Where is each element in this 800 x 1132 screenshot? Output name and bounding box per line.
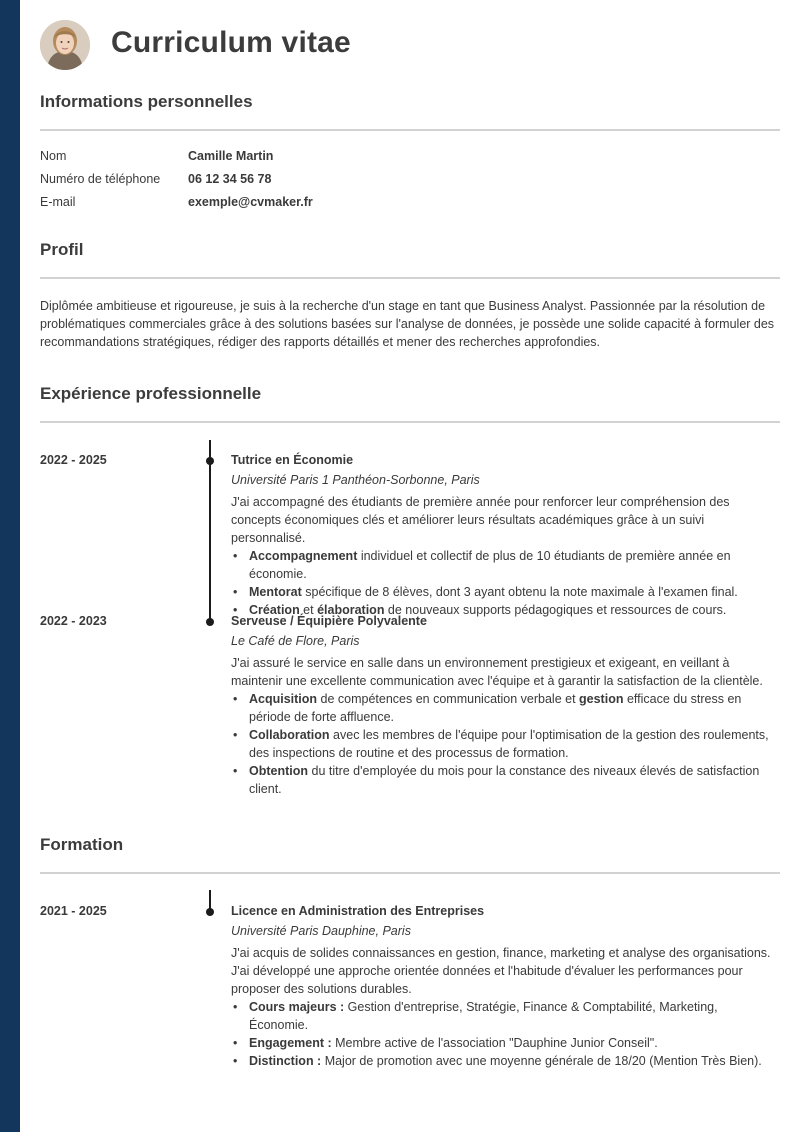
profile-text: Diplômée ambitieuse et rigoureuse, je suis à la recherche d'un stage en tant que Business Analyst. Passionnée par la résolution de problématiques commerciales grâce à des solutions basées sur l'analyse de données, je possède une solide capacité à formuler des recommandations stratégiques, rédiger des rapports détaillés et mener des recherches approfondies. xyxy=(40,299,775,349)
info-value-phone: 06 12 34 56 78 xyxy=(188,172,272,186)
bullet-text: avec les membres de l'équipe pour l'optimisation de la gestion des roulements, des inspections de routine et des processus de formation. xyxy=(249,728,769,760)
bullet-text: Membre active de l'association "Dauphine Junior Conseil". xyxy=(331,1036,658,1050)
entry-date: 2022 - 2023 xyxy=(40,614,107,628)
list-item xyxy=(231,583,780,601)
entry-body xyxy=(231,451,780,619)
education-section xyxy=(40,835,780,874)
entry-body xyxy=(231,612,780,798)
bullet-text: individuel et collectif de plus de 10 étudiants de première année en économie. xyxy=(249,549,731,581)
info-value-email: exemple@cvmaker.fr xyxy=(188,195,313,209)
bullet-keyword: Engagement : xyxy=(249,1036,332,1050)
entry-organization: Le Café de Flore, Paris xyxy=(231,634,360,648)
bullet-keyword: Collaboration xyxy=(249,728,330,742)
sidebar-accent-bar xyxy=(0,0,20,1132)
section-title-profile: Profil xyxy=(40,240,84,259)
bullet-text: Major de promotion avec une moyenne générale de 18/20 (Mention Très Bien). xyxy=(321,1054,762,1068)
list-item xyxy=(231,762,780,798)
bullet-text: spécifique de 8 élèves, dont 3 ayant obtenu la note maximale à l'examen final. xyxy=(301,585,738,599)
timeline-line xyxy=(209,440,211,624)
bullet-keyword: Accompagnement xyxy=(249,549,358,563)
personal-info-section xyxy=(40,92,780,131)
info-label: E-mail xyxy=(40,195,76,209)
info-label: Nom xyxy=(40,149,67,163)
entry-bullet-list xyxy=(231,547,780,619)
bullet-keyword: Mentorat xyxy=(249,585,302,599)
list-item xyxy=(231,998,780,1034)
avatar-portrait-icon xyxy=(40,20,90,70)
bullet-keyword: élaboration xyxy=(317,603,385,617)
bullet-keyword: gestion xyxy=(579,692,624,706)
avatar xyxy=(40,20,90,70)
bullet-keyword: Création xyxy=(249,603,300,617)
list-item xyxy=(231,547,780,583)
section-divider xyxy=(40,277,780,279)
bullet-keyword: Acquisition xyxy=(249,692,318,706)
cv-header xyxy=(40,0,780,92)
bullet-text: de compétences en communication verbale et xyxy=(317,692,580,706)
list-item xyxy=(231,690,780,726)
timeline-dot xyxy=(206,618,214,626)
list-item xyxy=(231,1052,780,1070)
cv-document xyxy=(40,0,780,1068)
page-title: Curriculum vitae xyxy=(111,26,351,59)
info-value-name: Camille Martin xyxy=(188,149,274,163)
info-label: Numéro de téléphone xyxy=(40,172,161,186)
entry-organization: Université Paris 1 Panthéon-Sorbonne, Paris xyxy=(231,473,480,487)
bullet-text: Gestion d'entreprise, Stratégie, Finance & Comptabilité, Marketing, Économie. xyxy=(249,1000,718,1032)
entry-role: Tutrice en Économie xyxy=(231,453,354,467)
section-divider xyxy=(40,129,780,131)
section-title-personal: Informations personnelles xyxy=(40,92,253,111)
entry-date: 2021 - 2025 xyxy=(40,904,107,918)
bullet-keyword: Cours majeurs : xyxy=(249,1000,345,1014)
entry-organization: Université Paris Dauphine, Paris xyxy=(231,924,411,938)
entry-bullet-list xyxy=(231,998,780,1070)
entry-date: 2022 - 2025 xyxy=(40,453,107,467)
entry-body xyxy=(231,902,780,1070)
entry-role: Serveuse / Équipière Polyvalente xyxy=(231,614,427,628)
bullet-text: et xyxy=(299,603,318,617)
list-item xyxy=(231,1034,780,1052)
entry-role: Licence en Administration des Entreprises xyxy=(231,904,485,918)
list-item xyxy=(231,726,780,762)
section-title-education: Formation xyxy=(40,835,124,854)
timeline-dot xyxy=(206,457,214,465)
bullet-keyword: Distinction : xyxy=(249,1054,322,1068)
entry-description: J'ai assuré le service en salle dans un environnement prestigieux et exigeant, en veillant à maintenir une excellente communication avec l'équipe et à garantir la satisfaction de la clientèle. xyxy=(231,656,763,688)
entry-description: J'ai acquis de solides connaissances en gestion, finance, marketing et analyse des organisations. J'ai développé une approche orientée données et l'habitude d'évaluer les performances pour proposer des solutions durables. xyxy=(231,946,771,996)
bullet-text: efficace du stress en période de forte affluence. xyxy=(249,692,742,724)
section-divider xyxy=(40,421,780,423)
section-divider xyxy=(40,872,780,874)
section-title-experience: Expérience professionnelle xyxy=(40,384,262,403)
profile-section xyxy=(40,240,780,351)
timeline-dot xyxy=(206,908,214,916)
bullet-text: de nouveaux supports pédagogiques et ressources de cours. xyxy=(384,603,727,617)
bullet-keyword: Obtention xyxy=(249,764,309,778)
experience-section xyxy=(40,384,780,423)
entry-description: J'ai accompagné des étudiants de première année pour renforcer leur compréhension des concepts économiques clés et améliorer leurs résultats académiques grâce à un suivi personnalisé. xyxy=(231,495,730,545)
bullet-text: du titre d'employée du mois pour la constance des niveaux élevés de satisfaction client. xyxy=(249,764,760,796)
entry-bullet-list xyxy=(231,690,780,798)
